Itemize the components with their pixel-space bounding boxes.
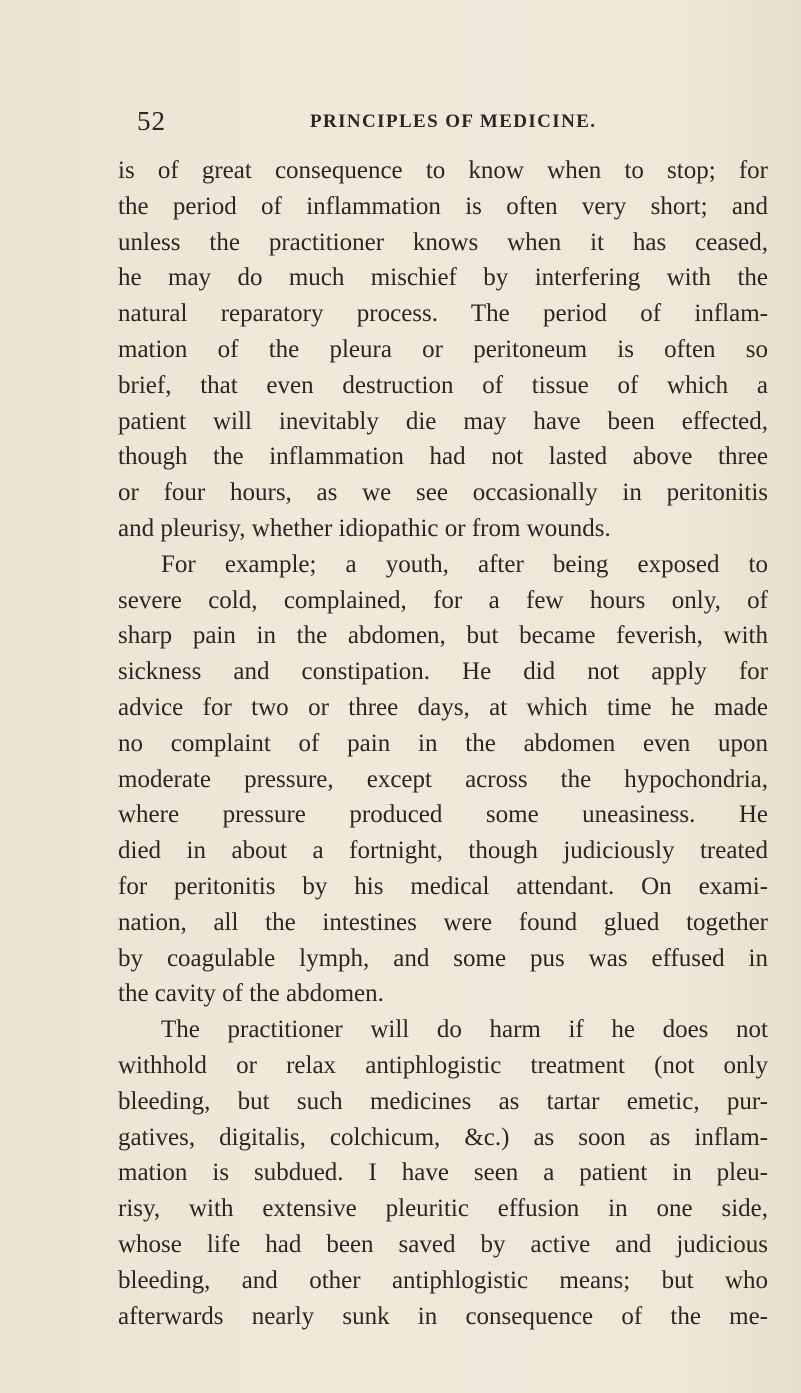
text-line: though the inflammation had not lasted above three xyxy=(118,443,768,471)
text-line: is of great consequence to know when to stop; for xyxy=(118,157,768,184)
text-line: the period of inflammation is often very short; and xyxy=(118,192,768,220)
text-line: bleeding, and other antiphlogistic means; but who xyxy=(118,1266,768,1294)
page-header xyxy=(137,106,697,136)
text-line: bleeding, but such medicines as tartar emetic, pur- xyxy=(118,1087,768,1115)
page-number: 52 xyxy=(137,106,166,136)
text-line: unless the practitioner knows when it has ceased, xyxy=(118,228,768,256)
text-line: by coagulable lymph, and some pus was effused in xyxy=(118,944,768,972)
text-line: mation is subdued. I have seen a patient in pleu- xyxy=(118,1159,768,1187)
text-line: patient will inevitably die may have been effected, xyxy=(118,407,768,435)
text-line: whose life had been saved by active and judicious xyxy=(118,1231,768,1258)
text-line: brief, that even destruction of tissue of which a xyxy=(118,371,768,399)
body-text xyxy=(118,156,768,1336)
text-line: withhold or relax antiphlogistic treatment (not only xyxy=(118,1052,768,1079)
text-line: moderate pressure, except across the hypochondria, xyxy=(118,765,768,793)
text-line: gatives, digitalis, colchicum, &c.) as soon as inflam- xyxy=(118,1123,768,1151)
text-line: severe cold, complained, for a few hours only, of xyxy=(118,586,768,614)
text-line: For example; a youth, after being exposed to xyxy=(161,550,768,578)
text-line: the cavity of the abdomen. xyxy=(118,980,384,1008)
text-line: natural reparatory process. The period of inflam- xyxy=(118,300,768,328)
text-line: where pressure produced some uneasiness. He xyxy=(118,801,768,829)
text-line: or four hours, as we see occasionally in peritonitis xyxy=(118,479,768,507)
text-line: sickness and constipation. He did not apply for xyxy=(118,658,768,686)
text-line: nation, all the intestines were found glued together xyxy=(118,908,768,936)
text-line: and pleurisy, whether idiopathic or from wounds. xyxy=(118,515,611,542)
text-line: risy, with extensive pleuritic effusion in one side, xyxy=(118,1195,768,1223)
text-line: The practitioner will do harm if he does not xyxy=(161,1016,768,1044)
text-line: sharp pain in the abdomen, but became feverish, with xyxy=(118,622,768,650)
text-line: died in about a fortnight, though judiciously treated xyxy=(118,837,768,865)
text-line: for peritonitis by his medical attendant. On exami- xyxy=(118,873,768,900)
text-line: mation of the pleura or peritoneum is often so xyxy=(118,336,768,363)
text-line: no complaint of pain in the abdomen even upon xyxy=(118,729,768,757)
running-head: PRINCIPLES OF MEDICINE. xyxy=(310,111,597,132)
text-line: afterwards nearly sunk in consequence of the me- xyxy=(118,1302,768,1330)
text-line: advice for two or three days, at which time he made xyxy=(118,694,768,721)
text-line: he may do much mischief by interfering with the xyxy=(118,264,768,292)
